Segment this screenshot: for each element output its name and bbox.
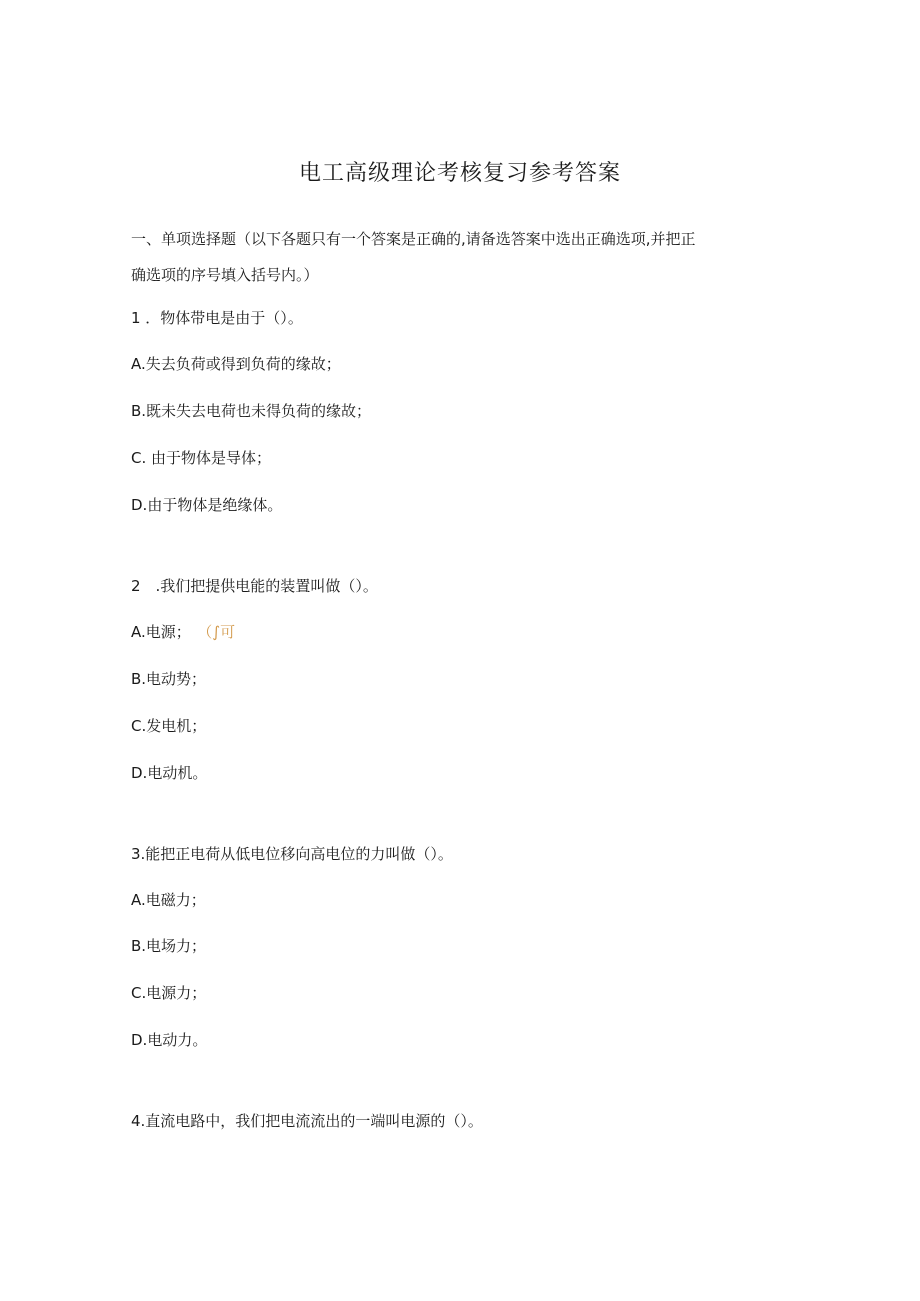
question-3-option-c: C.电源力； [131,984,207,1002]
question-2-option-c: C.发电机； [131,717,207,735]
question-3-option-a: A.电磁力； [131,891,206,909]
question-1-option-b: B.既未失去电荷也未得负荷的缘故； [131,402,372,420]
handwritten-mark: （∫可 [204,623,236,641]
question-1-option-a: A.失去负荷或得到负荷的缘故； [131,355,341,373]
question-1-option-c: C. 由于物体是导体； [131,449,272,467]
question-1-option-d: D.由于物体是绝缘体。 [131,496,283,514]
question-3-option-d: D.电动力。 [131,1031,208,1049]
question-3-option-b: B.电场力； [131,937,207,955]
question-2-stem: 2 .我们把提供电能的装置叫做（）。 [131,577,378,595]
question-1-stem: 1 ．物体带电是由于（）。 [131,309,303,327]
question-2-option-a: A.电源； [131,623,191,641]
question-4-stem: 4.直流电路中，我们把电流流出的一端叫电源的（）。 [131,1112,483,1130]
section-heading-line-1: 一、单项选择题（以下各题只有一个答案是正确的,请备选答案中选出正确选项,并把正 [131,230,696,248]
section-heading-line-2: 确选项的序号填入括号内。） [131,266,319,284]
question-2-option-d: D.电动机。 [131,764,208,782]
question-3-stem: 3.能把正电荷从低电位移向高电位的力叫做（）。 [131,845,453,863]
question-2-option-a-row [131,621,235,642]
document-title: 电工高级理论考核复习参考答案 [298,161,621,186]
question-2-option-b: B.电动势； [131,670,207,688]
